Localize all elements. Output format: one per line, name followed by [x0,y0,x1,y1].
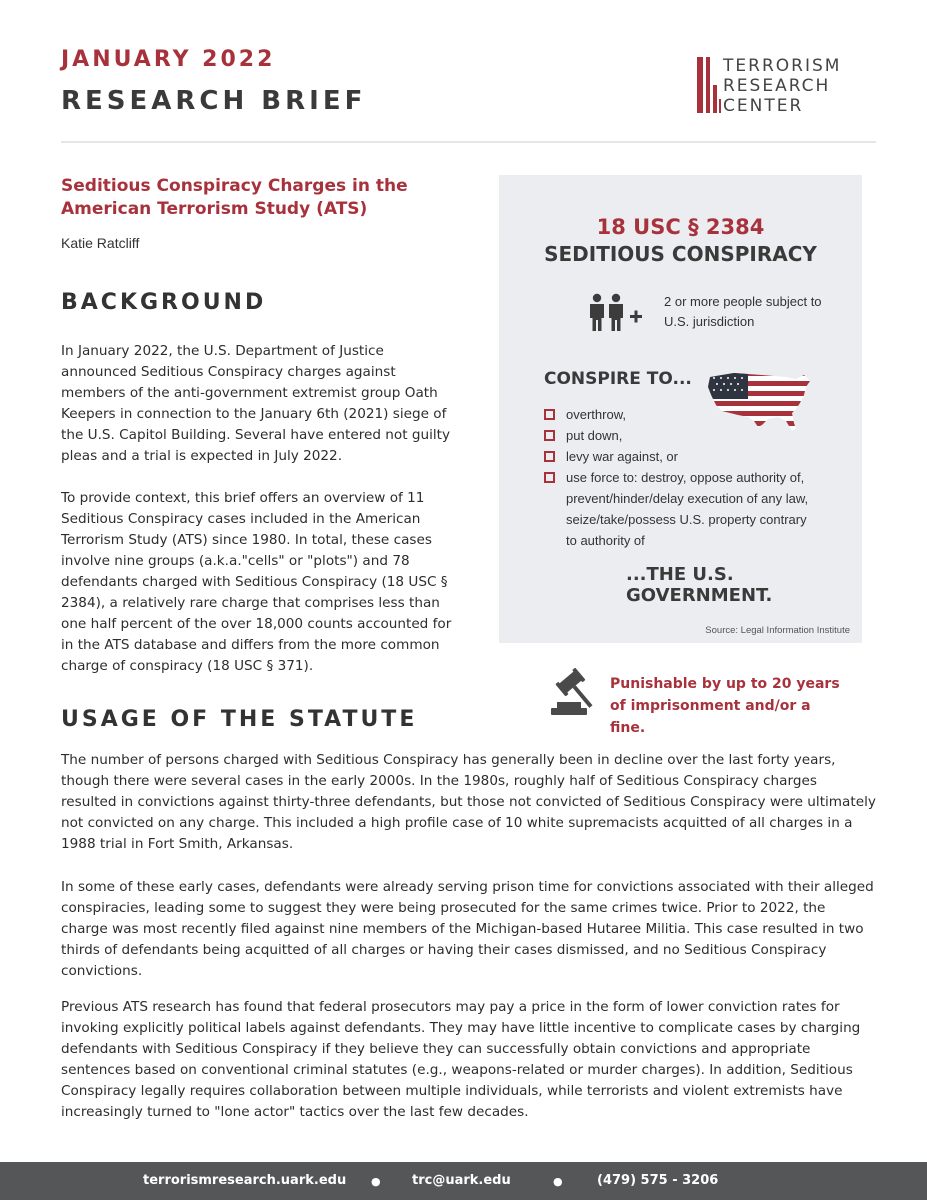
checkbox-icon [544,430,555,441]
usage-paragraph-3: Previous ATS research has found that federal prosecutors may pay a price in the form of lower conviction rates for invoking explicitly political labels against defendants. They may have little incentive to complicate cases by charging defendants with Seditious Conspiracy if they believe they can successfully obtain convictions and appropriate sentences based on conventional criminal statutes (e.g., weapons-related or murder charges). In addition, Seditious Conspiracy legally requires collaboration between multiple individuals, while terrorists and violent extremists have increasingly turned to "lone actor" tactics over the last few decades. [61,999,861,1120]
checkbox-icon [544,451,555,462]
logo-line-1: TERRORISM [723,56,842,76]
statute-infobox [499,175,862,643]
footer-separator: ● [371,1175,381,1188]
background-heading: BACKGROUND [61,290,267,315]
brief-date: JANUARY 2022 [61,47,276,72]
checkbox-icon [544,409,555,420]
plus-icon [630,311,642,323]
brief-type: RESEARCH BRIEF [61,86,367,116]
usage-paragraph-1: The number of persons charged with Seditious Conspiracy has generally been in decline over the last forty years, though there were several cases in the early 2000s. In the 1980s, roughly half of Seditious Conspiracy charges resulted in convictions against thirty-three defendants, but those not convicted of Seditious Conspiracy were ultimately not convicted on any charge. This included a high profile case of 10 white supremacists acquitted of all charges in a 1988 trial in Fort Smith, Arkansas. [61,752,876,852]
footer-website-link[interactable]: terrorismresearch.uark.edu [143,1173,347,1188]
footer-bar [0,1162,927,1200]
conspire-list [544,404,814,551]
infobox-people-text: 2 or more people subject to U.S. jurisdiction [664,294,822,329]
article-author: Katie Ratcliff [61,235,140,251]
list-item: put down, [544,425,814,446]
logo-line-2: RESEARCH [723,76,831,96]
checkbox-icon [544,472,555,483]
infobox-conspire-heading: CONSPIRE TO... [544,369,692,389]
background-paragraph-1: In January 2022, the U.S. Department of Justice announced Seditious Conspiracy charges against members of the anti-government extremist group Oath Keepers in connection to the January 6th (2021) siege of the U.S. Capitol Building. Several have entered not guilty pleas and a trial is expected in July 2022. [61,343,451,464]
infobox-statute-name: SEDITIOUS CONSPIRACY [544,242,817,266]
background-paragraph-2: To provide context, this brief offers an overview of 11 Seditious Conspiracy cases included in the American Terrorism Study (ATS) since 1980. In total, these cases involve nine groups (a.k.a."cells" or "plots") and 78 defendants charged with Seditious Conspiracy (18 USC § 2384), a relatively rare charge that comprises less than one half percent of the over 18,000 counts accounted for in the ATS database and differs from the more common charge of conspiracy (18 USC § 371). [61,490,452,674]
two-people-icon [587,293,647,333]
list-item: levy war against, or [544,446,814,467]
trc-logo [697,57,857,117]
header-divider [61,141,876,143]
usage-heading: USAGE OF THE STATUTE [61,707,418,732]
infobox-source: Source: Legal Information Institute [705,625,850,636]
usage-paragraph-2: In some of these early cases, defendants were already serving prison time for convictions associated with their alleged conspiracies, leading some to suggest they were being prosecuted for the same crimes twice. Prior to 2022, the charge was most recently filed against nine members of the Michigan-based Hutaree Militia. This case resulted in two thirds of defendants being acquitted of all charges or having their cases dismissed, and no Seditious Conspiracy convictions. [61,879,874,979]
footer-phone: (479) 575 - 3206 [597,1173,719,1188]
gavel-icon [545,668,601,718]
logo-line-3: CENTER [723,96,804,116]
footer-email-link[interactable]: trc@uark.edu [412,1173,511,1188]
list-item: use force to: destroy, oppose authority of, prevent/hinder/delay execution of any law, seize/take/possess U.S. property contrary to authority of [544,467,814,551]
footer-separator: ● [553,1175,563,1188]
penalty-text: Punishable by up to 20 years of imprisonment and/or a fine. [610,676,840,736]
article-title: Seditious Conspiracy Charges in the American Terrorism Study (ATS) [61,176,408,219]
infobox-government: ...THE U.S. GOVERNMENT. [626,564,773,606]
list-item: overthrow, [544,404,814,425]
infobox-statute: 18 USC § 2384 [596,215,765,239]
